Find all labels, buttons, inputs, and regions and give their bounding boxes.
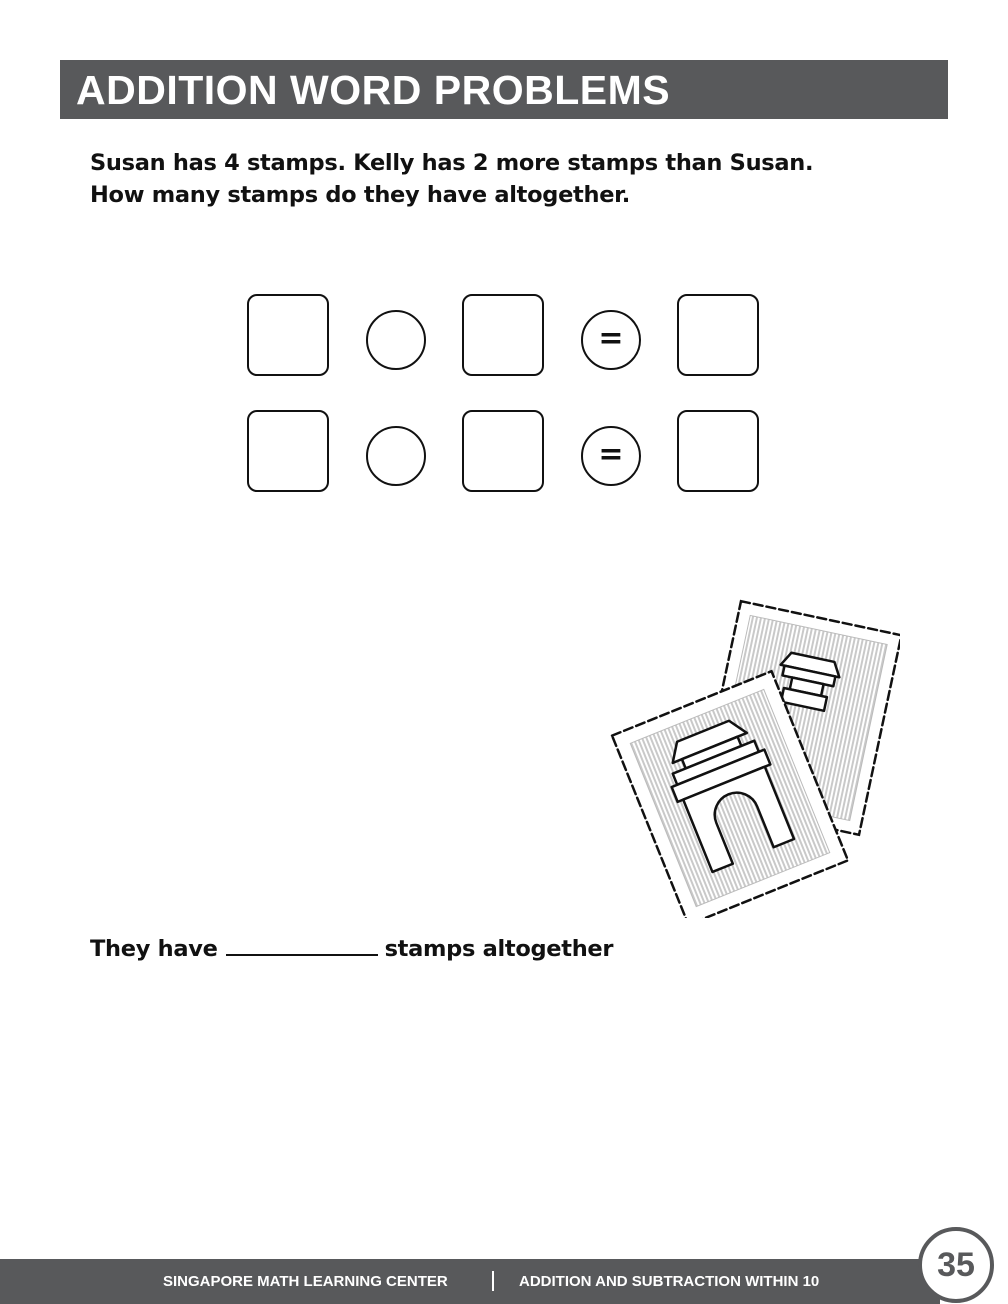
problem-line-2: How many stamps do they have altogether. xyxy=(90,182,630,208)
answer-suffix: stamps altogether xyxy=(384,936,614,962)
stamps-illustration xyxy=(610,598,900,918)
operator-circle[interactable] xyxy=(366,310,426,370)
answer-box[interactable] xyxy=(462,410,544,492)
title-bar xyxy=(60,60,948,119)
answer-box[interactable] xyxy=(247,410,329,492)
equals-sign: = xyxy=(598,320,624,356)
answer-box[interactable] xyxy=(247,294,329,376)
equals-circle xyxy=(581,310,641,370)
footer-divider xyxy=(492,1271,494,1291)
operator-circle[interactable] xyxy=(366,426,426,486)
page-number-badge xyxy=(918,1227,994,1303)
problem-text xyxy=(90,147,813,211)
answer-blank[interactable] xyxy=(226,932,378,956)
page-title: ADDITION WORD PROBLEMS xyxy=(76,67,671,113)
equals-sign: = xyxy=(598,436,624,472)
equals-circle xyxy=(581,426,641,486)
footer-section: ADDITION AND SUBTRACTION WITHIN 10 xyxy=(519,1273,820,1290)
answer-box[interactable] xyxy=(677,294,759,376)
footer-bar xyxy=(0,1259,940,1304)
footer-publisher: SINGAPORE MATH LEARNING CENTER xyxy=(163,1273,448,1290)
page-number: 35 xyxy=(937,1245,975,1284)
answer-prefix: They have xyxy=(90,936,218,962)
answer-sentence xyxy=(90,932,613,962)
problem-line-1: Susan has 4 stamps. Kelly has 2 more stamps than Susan. xyxy=(90,150,814,176)
answer-box[interactable] xyxy=(462,294,544,376)
answer-box[interactable] xyxy=(677,410,759,492)
